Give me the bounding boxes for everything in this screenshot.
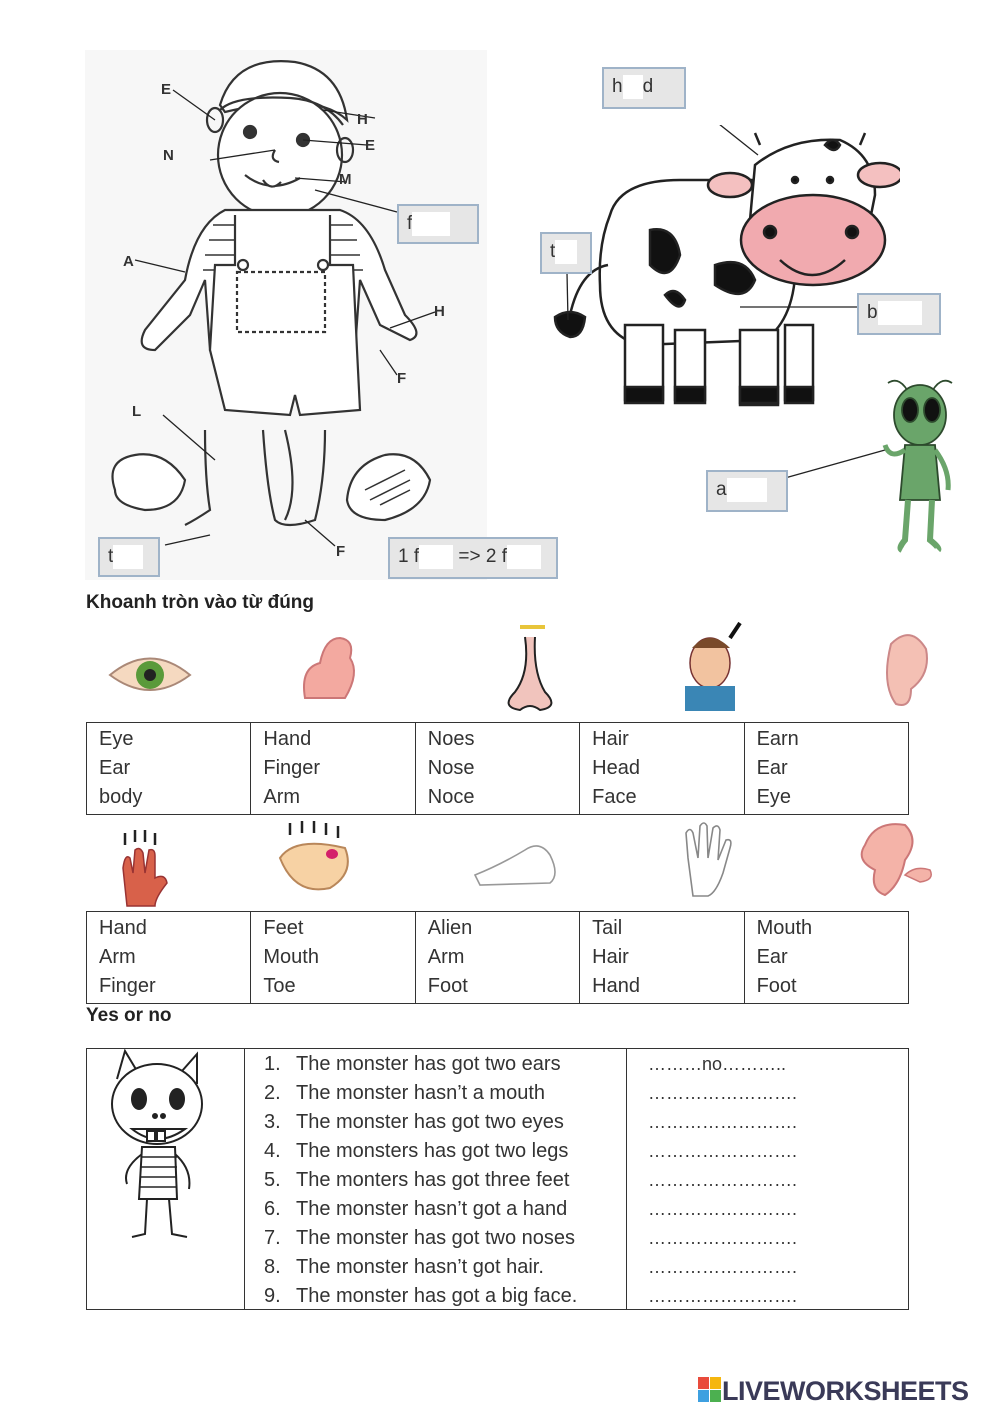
feet-answer-hint: 1 f [398,546,420,568]
answer-field-7[interactable]: ……………………. [648,1228,798,1248]
word-cell-finger [87,912,251,1004]
monster-cell [87,1049,245,1309]
head-answer-box[interactable] [602,67,686,109]
body-answer-hint: b [867,302,878,324]
word-option[interactable]: Noes [427,728,475,750]
word-option[interactable]: Ear [756,946,788,968]
statement-4: 4. The monsters has got two legs [264,1140,569,1162]
word-option[interactable]: Earn [756,728,799,750]
word-cell-ear [744,723,908,815]
word-option[interactable]: Finger [263,757,321,779]
body-answer-box[interactable] [857,293,941,335]
ear-mouth-picture [845,815,940,900]
word-option[interactable]: Foot [756,975,797,997]
liveworksheets-logo [698,1376,969,1407]
word-option[interactable]: Eye [756,786,792,808]
word-option[interactable]: Ear [756,757,788,779]
word-option[interactable]: body [99,786,143,808]
word-option[interactable]: Arm [263,786,301,808]
boy-label-ear: E [161,81,172,98]
word-option[interactable]: Hair [592,946,629,968]
boy-label-nose: N [163,147,174,164]
answer-field-6[interactable]: ……………………. [648,1199,798,1219]
boy-label-foot: F [336,543,346,560]
answer-field-4[interactable]: ……………………. [648,1141,798,1161]
yes-no-table [86,1048,909,1310]
tail-answer-hint: t [550,241,556,263]
word-option[interactable]: Foot [427,975,468,997]
statement-2: 2. The monster hasn’t a mouth [264,1082,546,1104]
word-option[interactable]: Arm [427,946,465,968]
statement-1: 1. The monster has got two ears [264,1053,561,1075]
answer-column [626,1049,908,1309]
word-cell-hand [580,912,744,1004]
word-option[interactable]: Face [592,786,637,808]
liveworksheets-logo-text: LIVEWORKSHEETS [722,1376,969,1406]
word-option[interactable]: Hair [592,728,629,750]
word-cell-arm [251,723,415,815]
answer-field-2[interactable]: ……………………. [648,1083,798,1103]
ear-picture [876,624,936,714]
statement-column [244,1049,627,1309]
word-option[interactable]: Noce [427,786,475,808]
section-heading-yes-no: Yes or no [86,1005,172,1026]
toe-answer-hint: t [108,546,114,568]
word-option[interactable]: Arm [99,946,136,968]
boy-label-hair: H [357,111,368,128]
word-option[interactable]: Feet [263,917,304,939]
answer-field-8[interactable]: ……………………. [648,1257,798,1277]
monster-picture [97,1049,237,1239]
boy-label-arm: A [123,253,134,270]
finger-picture [115,828,175,910]
word-option[interactable]: Hand [99,917,147,939]
word-cell-nose [415,723,579,815]
word-option[interactable]: Ear [99,757,131,779]
head-answer-end: d [642,76,654,98]
word-option[interactable]: Eye [99,728,134,750]
answer-field-5[interactable]: ……………………. [648,1170,798,1190]
foot-picture [470,835,562,887]
answer-field-9[interactable]: ……………………. [648,1286,798,1306]
word-option[interactable]: Hand [592,975,640,997]
statement-3: 3. The monster has got two eyes [264,1111,564,1133]
word-option[interactable]: Mouth [263,946,319,968]
statement-5: 5. The monters has got three feet [264,1169,570,1191]
boy-label-eye: E [365,137,376,154]
word-option[interactable]: Hand [263,728,312,750]
eye-picture [105,650,195,700]
hand-picture [678,818,742,900]
nose-picture [495,622,565,717]
word-cell-head [580,723,744,815]
statement-7: 7. The monster has got two noses [264,1227,576,1249]
alien-illustration [780,370,960,560]
arm-picture [295,628,365,708]
alien-answer-box[interactable] [706,470,788,512]
word-cell-toe [251,912,415,1004]
tail-answer-box[interactable] [540,232,592,274]
answer-field-1[interactable]: ………no……….. [648,1054,787,1074]
word-option[interactable]: Finger [99,975,156,997]
boy-illustration [85,50,487,580]
table-row [87,912,909,1004]
word-table-2 [86,911,909,1004]
liveworksheets-logo-icon [698,1377,722,1403]
face-answer-hint: f [407,213,413,235]
word-option[interactable]: Nose [427,757,475,779]
boy-label-mouth: M [339,171,352,188]
head-answer-hint: h [612,76,623,98]
word-option[interactable]: Toe [263,975,296,997]
answer-field-3[interactable]: ……………………. [648,1112,798,1132]
statement-8: 8. The monster hasn’t got hair. [264,1256,544,1278]
head-picture [680,618,752,713]
boy-label-hand: H [434,303,445,320]
boy-label-finger: F [397,370,407,387]
feet-answer-box[interactable] [388,537,558,579]
table-row [87,723,909,815]
word-cell-foot [415,912,579,1004]
statement-6: 6. The monster hasn’t got a hand [264,1198,568,1220]
toe-picture [275,818,355,898]
word-option[interactable]: Mouth [756,917,813,939]
word-table-1 [86,722,909,815]
face-answer-box[interactable] [397,204,479,244]
feet-answer-arrow: => 2 f [458,546,508,568]
toe-answer-box[interactable] [98,537,160,577]
statement-9: 9. The monster has got a big face. [264,1285,578,1307]
section-heading-circle: Khoanh tròn vào từ đúng [86,592,315,613]
word-option[interactable]: Head [592,757,640,779]
word-cell-ear-2 [744,912,908,1004]
alien-answer-hint: a [716,479,727,501]
word-cell-eye [87,723,251,815]
word-option[interactable]: Alien [427,917,473,939]
word-option[interactable]: Tail [592,917,623,939]
boy-label-leg: L [132,403,142,420]
